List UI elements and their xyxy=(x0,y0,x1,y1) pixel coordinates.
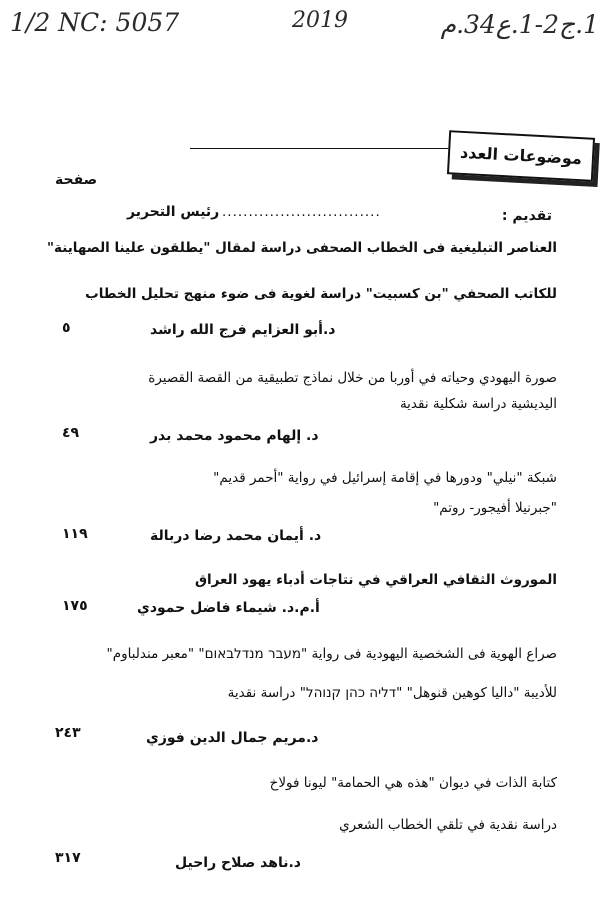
entry-4-page: ١٧٥ xyxy=(62,598,88,614)
entry-1-page: ٥ xyxy=(62,320,71,336)
entry-6-title-line-2: دراسة نقدية في تلقي الخطاب الشعري xyxy=(339,817,557,833)
entry-2-title-line-1: صورة اليهودي وحياته في أوربا من خلال نماذج تطبيقية من القصة القصيرة xyxy=(148,370,557,386)
entry-6-title-line-1: كتابة الذات في ديوان "هذه هي الحمامة" ليونا فولاخ xyxy=(269,775,557,791)
handwritten-reference: 1/2 NC: 5057 xyxy=(10,8,180,37)
page-column-label: صفحة xyxy=(55,172,98,188)
entry-3-page: ١١٩ xyxy=(62,526,88,542)
entry-5-author: د.مريم جمال الدين فوزي xyxy=(146,730,319,746)
entry-1-title-line-1: العناصر التبليغية فى الخطاب الصحفى دراسة لمقال "يطلقون علينا الصهاينة" xyxy=(47,240,557,256)
title-rule xyxy=(190,148,452,149)
entry-3-title-line-1: شبكة "نيلي" ودورها في إقامة إسرائيل في رواية "أحمر قديم" xyxy=(213,470,557,486)
entry-5-title-line-1: صراع الهوية فى الشخصية اليهودية فى رواية "מעבר מנדלבאום" "معبر مندلباوم" xyxy=(106,646,557,662)
intro-author: رئيس التحرير xyxy=(127,204,220,220)
entry-4-title-line-1: الموروث الثقافي العراقي في نتاجات أدباء يهود العراق xyxy=(194,572,557,588)
entry-2-author: د. إلهام محمود محمد بدر xyxy=(150,428,319,444)
handwritten-year: 2019 xyxy=(292,8,348,33)
entry-1-author: د.أبو العزايم فرج الله راشد xyxy=(150,322,336,338)
handwritten-code: 1.ج2-1.ع34.م xyxy=(440,10,599,39)
entry-2-page: ٤٩ xyxy=(62,425,80,441)
entry-6-author: د.ناهد صلاح راحيل xyxy=(175,855,301,871)
entry-3-title-line-2: "جبرنيلا أفيجور- روتم" xyxy=(433,500,557,516)
entry-5-page: ٢٤٣ xyxy=(55,725,81,741)
entry-5-title-line-2: للأديبة "داليا كوهين قنوهل" "דליה כהן קנוהל" دراسة نقدية xyxy=(227,685,557,701)
entry-6-page: ٣١٧ xyxy=(55,850,81,866)
intro-label: تقديم : xyxy=(501,208,552,224)
entry-3-author: د. أيمان محمد رضا دربالة xyxy=(150,528,322,544)
entry-2-title-line-2: اليديشية دراسة شكلية نقدية xyxy=(399,396,557,412)
section-title: موضوعات العدد xyxy=(447,130,595,182)
entry-4-author: أ.م.د. شيماء فاضل حمودي xyxy=(137,600,320,616)
entry-1-title-line-2: للكاتب الصحفي "بن كسبيت" دراسة لغوية فى ضوء منهج تحليل الخطاب xyxy=(85,286,557,302)
intro-dots: .............................. xyxy=(222,204,381,220)
